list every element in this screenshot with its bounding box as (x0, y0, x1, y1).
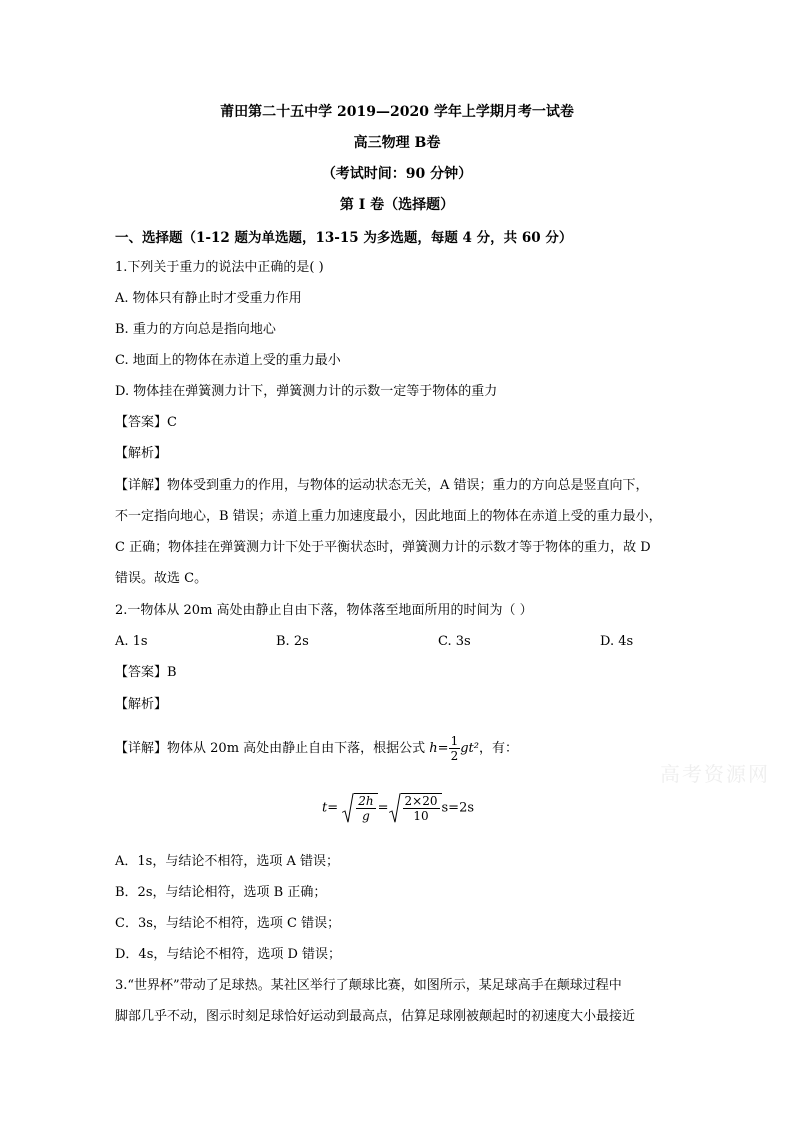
radical-sign-icon (389, 793, 401, 823)
fraction-denominator: 10 (413, 809, 429, 823)
sqrt-2-fraction (403, 794, 440, 823)
q2-answer (115, 663, 177, 683)
exam-time: （考试时间：90 分钟） (321, 166, 473, 182)
watermark: 高考资源网 (660, 762, 770, 786)
q2-conclusion-c: C．3s，与结论不相符，选项 C 错误； (115, 916, 341, 931)
q2-stem: 2.一物体从 20m 高处由静止自由下落，物体落至地面所用的时间为（ ） (115, 603, 533, 618)
fraction-half (449, 734, 461, 763)
sqrt-1 (342, 793, 377, 823)
q2-conclusion-b: B．2s，与结论相符，选项 B 正确； (115, 885, 327, 900)
q1-detail-line-2: 不一定指向地心，B 错误；赤道上重力加速度最小，因此地面上的物体在赤道上受的重力最小， (115, 509, 662, 524)
fraction-denominator: g (362, 809, 370, 823)
formula-h: h= (429, 741, 449, 756)
answer-value: B (167, 665, 177, 680)
q2-conclusion-a: A．1s，与结论不相符，选项 A 错误； (115, 854, 339, 869)
q2-formula-t (322, 793, 474, 823)
q1-detail-line-1 (115, 476, 649, 496)
q1-detail-line-3: C 正确；物体挂在弹簧测力计下处于平衡状态时，弹簧测力计的示数才等于物体的重力，故 D (115, 540, 651, 555)
exam-title: 莆田第二十五中学 2019—2020 学年上学期月考一试卷 (220, 104, 574, 120)
formula-equals: = (377, 800, 389, 816)
section-heading: 一、选择题（1-12 题为单选题，13-15 为多选题，每题 4 分，共 60 分） (115, 230, 573, 246)
fraction-numerator: 1 (450, 734, 459, 748)
q1-analysis-label: 【解析】 (115, 446, 168, 461)
sqrt-1-fraction (356, 794, 375, 823)
q1-option-c: C. 地面上的物体在赤道上受的重力最小 (115, 353, 341, 368)
q2-option-b: B. 2s (276, 634, 309, 649)
formula-gt2: gt² (460, 741, 479, 756)
q1-answer (115, 413, 177, 433)
q3-line-1: 3.“世界杯”带动了足球热。某社区举行了颠球比赛，如图所示，某足球高手在颠球过程中 (115, 978, 622, 993)
q1-option-b: B. 重力的方向总是指向地心 (115, 322, 276, 337)
fraction-numerator: 2h (358, 794, 374, 808)
formula-result: s=2s (441, 800, 475, 816)
q1-option-d: D. 物体挂在弹簧测力计下，弹簧测力计的示数一定等于物体的重力 (115, 384, 498, 399)
answer-label: 【答案】 (115, 665, 168, 680)
formula-t: t= (322, 800, 339, 816)
answer-value: C (167, 415, 177, 430)
fraction-numerator: 2×20 (404, 794, 438, 808)
q2-option-c: C. 3s (438, 634, 471, 649)
q1-option-a: A. 物体只有静止时才受重力作用 (115, 291, 302, 306)
q2-option-d: D. 4s (600, 634, 634, 649)
volume-title: 第 I 卷（选择题） (339, 197, 455, 213)
q2-conclusion-d: D．4s，与结论不相符，选项 D 错误； (115, 947, 342, 962)
q2-detail-line (115, 734, 518, 763)
detail-tail: ，有： (478, 741, 518, 756)
radical-sign-icon (342, 793, 354, 823)
detail-text: 物体受到重力的作用，与物体的运动状态无关，A 错误；重力的方向总是竖直向下， (167, 478, 649, 493)
q3-line-2: 脚部几乎不动，图示时刻足球恰好运动到最高点，估算足球刚被颠起时的初速度大小最接近 (115, 1009, 636, 1024)
detail-text: 物体从 20m 高处由静止自由下落，根据公式 (167, 741, 426, 756)
q2-analysis-label: 【解析】 (115, 697, 168, 712)
q1-stem: 1.下列关于重力的说法中正确的是( ) (115, 260, 324, 275)
detail-label: 【详解】 (115, 741, 168, 756)
answer-label: 【答案】 (115, 415, 168, 430)
fraction-denominator: 2 (450, 749, 459, 763)
sqrt-2 (389, 793, 442, 823)
exam-subject: 高三物理 B卷 (353, 135, 441, 151)
detail-label: 【详解】 (115, 478, 168, 493)
q1-detail-line-4: 错误。故选 C。 (115, 571, 208, 586)
q2-option-a: A. 1s (115, 634, 148, 649)
